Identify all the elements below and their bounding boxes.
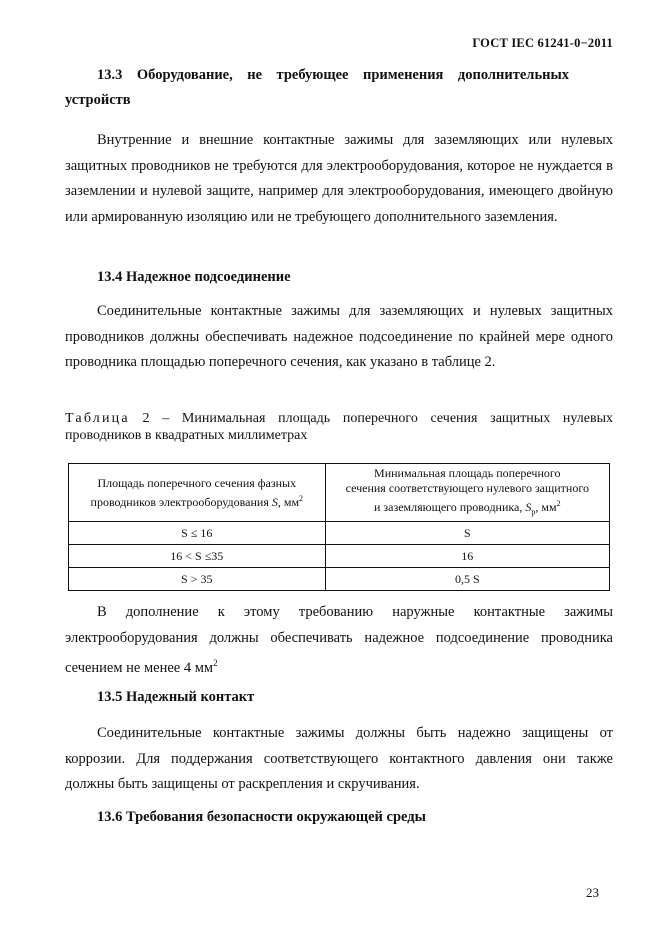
- table-caption: [65, 410, 613, 444]
- table-header-row: [69, 464, 610, 522]
- table-header-phase: Площадь поперечного сечения фазных проводников электрооборудования S, $мм^2$: [69, 464, 326, 522]
- page-number: 23: [586, 885, 599, 900]
- table-cell-phase: S ≤ 16: [69, 522, 326, 545]
- table-row: [69, 568, 610, 591]
- table-2: [68, 463, 610, 591]
- table-row: [69, 522, 610, 545]
- section-13-4-paragraph: Соединительные контактные зажимы для заземляющих и нулевых защитных проводников должны обеспечивать надежное подсоединение по крайней мере одного проводника площадью поперечного сечения, как указано в таблице 2.: [65, 303, 613, 370]
- section-13-3-heading-cont: устройств: [65, 92, 131, 108]
- table-cell-min: 16: [325, 545, 609, 568]
- after-table-paragraph: В дополнение к этому требованию наружные контактные зажимы электрооборудования должны обеспечивать надежное подсоединение проводника сечением не менее 4 $мм^2$: [65, 604, 613, 676]
- section-13-5-paragraph: Соединительные контактные зажимы должны быть надежно защищены от коррозии. Для поддержания соответствующего контактного давления они также должны быть защищены от раскрепления и скручивания.: [65, 725, 613, 792]
- section-13-3-heading: 13.3 Оборудование, не требующее применения дополнительных: [97, 67, 570, 83]
- section-13-3-paragraph: Внутренние и внешние контактные зажимы для заземляющих или нулевых защитных проводников не требуются для электрооборудования, которое не нуждается в заземлении и нулевой защите, например для электрооборудования, имеющего двойную или армированную изоляцию или не требующего дополнительного заземления.: [65, 132, 613, 225]
- section-13-6-heading: 13.6 Требования безопасности окружающей среды: [97, 809, 426, 825]
- section-13-5-heading: 13.5 Надежный контакт: [97, 689, 255, 705]
- table-cell-min: 0,5 S: [325, 568, 609, 591]
- table-row: [69, 545, 610, 568]
- table-cell-phase: S > 35: [69, 568, 326, 591]
- table-header-min-area: Минимальная площадь поперечного сечения соответствующего нулевого защитного и заземляющего проводника, $S_p$, $мм^2$: [325, 464, 609, 522]
- table-caption-text: 2 – Минимальная площадь поперечного сечения защитных нулевых проводников в квадратных миллиметрах: [65, 411, 613, 443]
- table-cell-phase: 16 < S ≤35: [69, 545, 326, 568]
- document-header: ГОСТ IEC 61241-0−2011: [472, 36, 613, 50]
- table-caption-label: Таблица: [65, 411, 130, 426]
- table-cell-min: S: [325, 522, 609, 545]
- section-13-4-heading: 13.4 Надежное подсоединение: [97, 269, 291, 285]
